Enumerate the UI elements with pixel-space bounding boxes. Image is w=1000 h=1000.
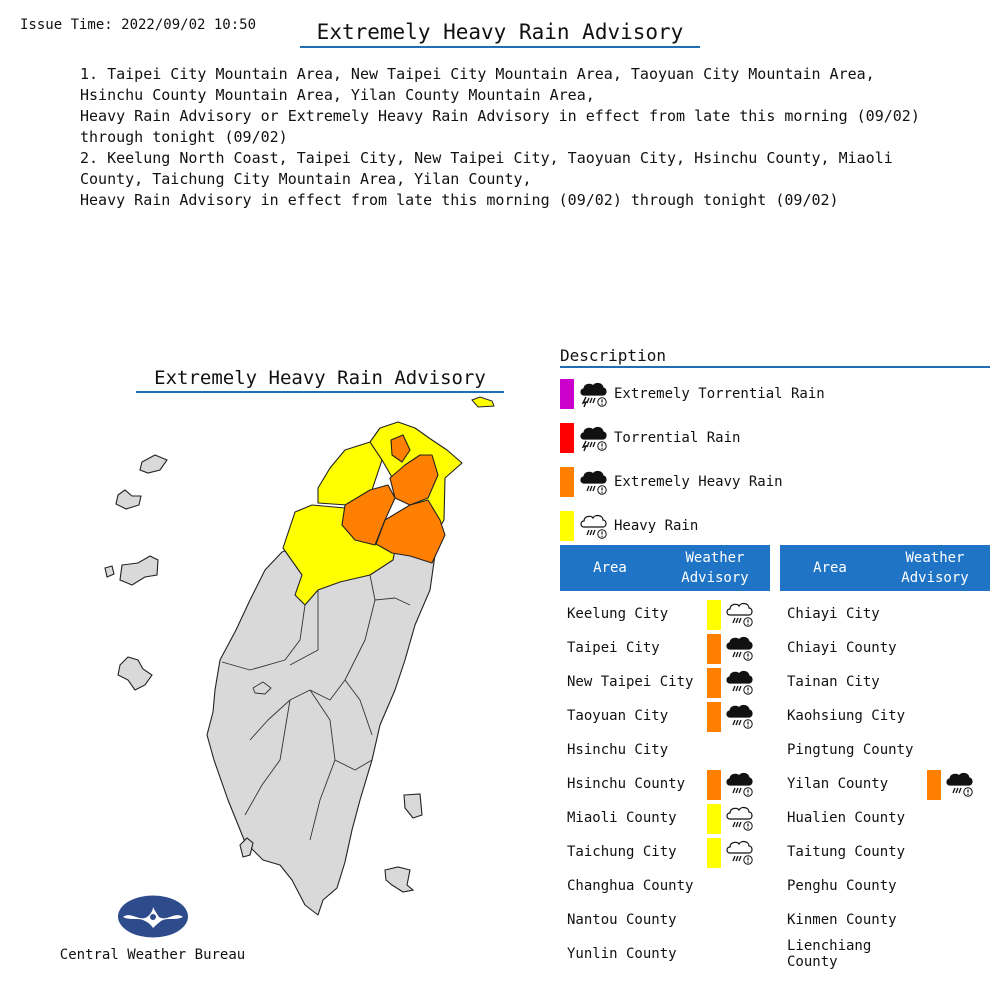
agency-name: Central Weather Bureau: [59, 947, 246, 963]
table-row: [560, 631, 770, 665]
area-column-header: Area: [813, 560, 847, 576]
area-name: Taipei City: [567, 640, 660, 656]
rain-cloud-icon: [724, 769, 754, 799]
legend-label: Heavy Rain: [614, 518, 699, 534]
advisory-level-bar: [707, 600, 721, 630]
legend-swatch: [560, 467, 574, 497]
table-row: [560, 869, 770, 903]
advisory-level-bar: [927, 770, 941, 800]
legend-swatch: [560, 379, 574, 409]
table-row: [780, 801, 990, 835]
rain-cloud-outline-icon: [578, 511, 608, 541]
table-row: [780, 631, 990, 665]
table-row: [780, 937, 990, 971]
island-kinmen-small: [105, 566, 114, 577]
table-row: [560, 801, 770, 835]
legend-swatch: [560, 423, 574, 453]
map-title: Extremely Heavy Rain Advisory: [136, 367, 504, 393]
island-pengjia-heavy: [472, 397, 494, 407]
table-row: [560, 597, 770, 631]
area-column-header: Area: [593, 560, 627, 576]
rain-cloud-outline-icon: [724, 599, 754, 629]
area-name: Chiayi County: [787, 640, 897, 656]
legend-label: Torrential Rain: [614, 430, 741, 446]
advisory-paragraph-3: 2. Keelung North Coast, Taipei City, New Taipei City, Taoyuan City, Hsinchu County, Miaoli County, Taichung City Mountain Area, Yilan County,: [80, 149, 893, 188]
advisory-level-bar: [707, 634, 721, 664]
area-name: Nantou County: [567, 912, 677, 928]
area-name: Kaohsiung City: [787, 708, 906, 724]
table-row: [780, 835, 990, 869]
island-matsu-north: [140, 455, 167, 473]
advisory-paragraph-1: 1. Taipei City Mountain Area, New Taipei City Mountain Area, Taoyuan City Mountain Area, Hsinchu County Mountain Area, Yilan County Mountain Area,: [80, 65, 875, 104]
cwb-logo: [117, 895, 189, 938]
advisory-level-bar: [707, 838, 721, 868]
island-orchid: [385, 867, 413, 892]
advisory-header-line-2: Advisory: [901, 570, 969, 586]
area-name: Miaoli County: [567, 810, 677, 826]
advisory-header-line-1: Weather: [905, 550, 965, 566]
table-row: [560, 733, 770, 767]
area-name: Kinmen County: [787, 912, 897, 928]
rain-cloud-icon: [724, 633, 754, 663]
advisory-level-bar: [707, 702, 721, 732]
area-name: Hsinchu City: [567, 742, 669, 758]
island-green: [404, 794, 422, 818]
area-table-left: [560, 545, 770, 971]
advisory-paragraph-4: Heavy Rain Advisory in effect from late this morning (09/02) through tonight (09/02): [80, 191, 839, 209]
advisory-level-bar: [707, 770, 721, 800]
table-row: [780, 733, 990, 767]
advisory-header-line-2: Advisory: [681, 570, 749, 586]
table-header: [560, 545, 770, 591]
area-table-right: [780, 545, 990, 971]
rain-cloud-icon: [724, 667, 754, 697]
taiwan-advisory-map: [0, 380, 540, 940]
legend-title: Description: [560, 346, 990, 368]
area-name: Changhua County: [567, 878, 694, 894]
area-name: Hsinchu County: [567, 776, 686, 792]
table-row: [780, 665, 990, 699]
rain-cloud-icon: [578, 467, 608, 497]
page-title: Extremely Heavy Rain Advisory: [300, 20, 700, 48]
legend-swatch: [560, 511, 574, 541]
area-name: Chiayi City: [787, 606, 880, 622]
storm-cloud-icon: [578, 423, 608, 453]
area-name: Taichung City: [567, 844, 677, 860]
advisory-column-header: [880, 548, 990, 588]
table-row: [780, 869, 990, 903]
island-kinmen: [120, 556, 158, 585]
rain-cloud-outline-icon: [724, 837, 754, 867]
legend-item: [560, 460, 825, 504]
rain-cloud-icon: [724, 701, 754, 731]
area-name: Pingtung County: [787, 742, 914, 758]
advisory-level-bar: [707, 804, 721, 834]
area-name: Hualien County: [787, 810, 906, 826]
legend-label: Extremely Torrential Rain: [614, 386, 825, 402]
island-liuqiu: [240, 838, 253, 857]
rain-cloud-icon: [944, 769, 974, 799]
table-row: [560, 835, 770, 869]
area-name: Taitung County: [787, 844, 906, 860]
area-name: Penghu County: [787, 878, 897, 894]
advisory-text: [80, 64, 940, 211]
table-row: [560, 699, 770, 733]
area-name: Yilan County: [787, 776, 889, 792]
area-name: Tainan City: [787, 674, 880, 690]
table-row: [560, 903, 770, 937]
advisory-header-line-1: Weather: [685, 550, 745, 566]
rain-cloud-outline-icon: [724, 803, 754, 833]
area-name: Yunlin County: [567, 946, 677, 962]
table-row: [780, 597, 990, 631]
legend: [560, 372, 825, 548]
table-row: [780, 767, 990, 801]
table-header: [780, 545, 990, 591]
area-name: New Taipei City: [567, 674, 694, 690]
advisory-level-bar: [707, 668, 721, 698]
issue-time: Issue Time: 2022/09/02 10:50: [20, 17, 257, 33]
area-name: Keelung City: [567, 606, 669, 622]
legend-label: Extremely Heavy Rain: [614, 474, 783, 490]
legend-item: [560, 372, 825, 416]
island-penghu: [118, 657, 152, 690]
table-row: [780, 903, 990, 937]
table-row: [780, 699, 990, 733]
advisory-paragraph-2: Heavy Rain Advisory or Extremely Heavy Rain Advisory in effect from late this morning (09/02) through tonight (09/02): [80, 107, 920, 146]
table-row: [560, 937, 770, 971]
table-row: [560, 665, 770, 699]
legend-item: [560, 504, 825, 548]
advisory-column-header: [660, 548, 770, 588]
storm-cloud-icon: [578, 379, 608, 409]
area-name: Lienchiang County: [787, 938, 872, 970]
area-name: Taoyuan City: [567, 708, 669, 724]
island-matsu-south: [116, 490, 141, 509]
legend-item: [560, 416, 825, 460]
table-row: [560, 767, 770, 801]
